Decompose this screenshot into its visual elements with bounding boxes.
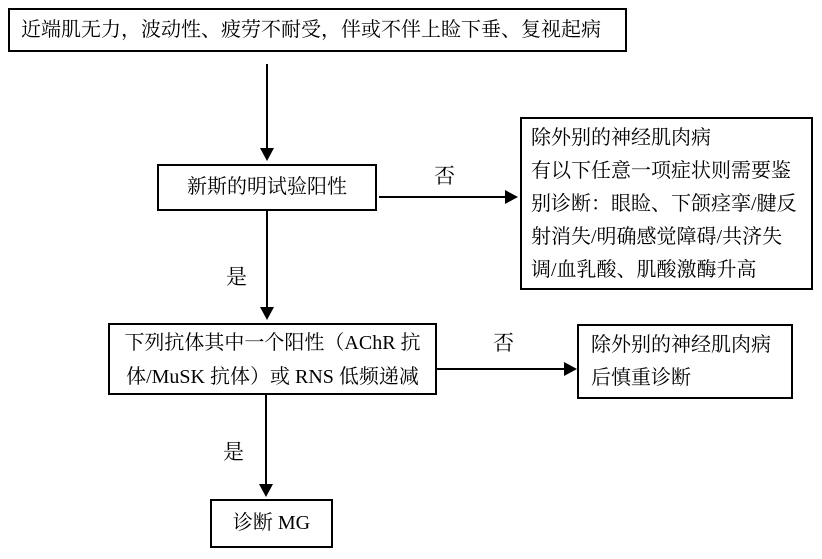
flow-node-exclude-detail: 有以下任意一项症状则需要鉴别诊断：眼睑、下颌痉挛/腱反射消失/明确感觉障碍/共济失调/血乳酸、肌酸激酶升高 xyxy=(531,160,797,281)
edge-label-yes-1: 是 xyxy=(226,265,247,289)
connector-test-no xyxy=(379,196,505,198)
edge-label-no-2: 否 xyxy=(493,331,514,355)
flow-node-neostigmine-test xyxy=(157,164,377,211)
flow-node-antibody-or-rns-text: 下列抗体其中一个阳性（AChR 抗体/MuSK 抗体）或 RNS 低频递减 xyxy=(124,332,421,388)
flow-node-onset xyxy=(8,8,627,52)
connector-test-yes xyxy=(266,211,268,307)
connector-antibody-yes xyxy=(265,395,267,484)
connector-onset-to-test xyxy=(266,64,268,148)
flow-node-exclude-then-caution-text: 除外别的神经肌肉病后慎重诊断 xyxy=(591,334,771,389)
flow-node-neostigmine-test-text: 新斯的明试验阳性 xyxy=(187,176,347,198)
flow-node-exclude-title: 除外别的神经肌肉病 xyxy=(531,127,711,149)
connector-antibody-no xyxy=(437,368,564,370)
flow-node-exclude-then-caution xyxy=(577,324,793,399)
arrowhead-down-icon xyxy=(260,148,274,161)
flow-node-antibody-or-rns xyxy=(108,323,437,395)
flow-node-diagnosis-mg xyxy=(210,499,333,548)
flow-node-onset-text: 近端肌无力，波动性、疲劳不耐受，伴或不伴上睑下垂、复视起病 xyxy=(21,19,601,41)
arrowhead-down-icon xyxy=(259,484,273,497)
edge-label-yes-2: 是 xyxy=(223,440,244,464)
flow-node-exclude-other-nmd xyxy=(520,117,813,290)
flow-node-diagnosis-mg-text: 诊断 MG xyxy=(232,512,311,534)
arrowhead-down-icon xyxy=(260,307,274,320)
arrowhead-right-icon xyxy=(564,362,577,376)
arrowhead-right-icon xyxy=(505,190,518,204)
edge-label-no-1: 否 xyxy=(434,164,455,188)
